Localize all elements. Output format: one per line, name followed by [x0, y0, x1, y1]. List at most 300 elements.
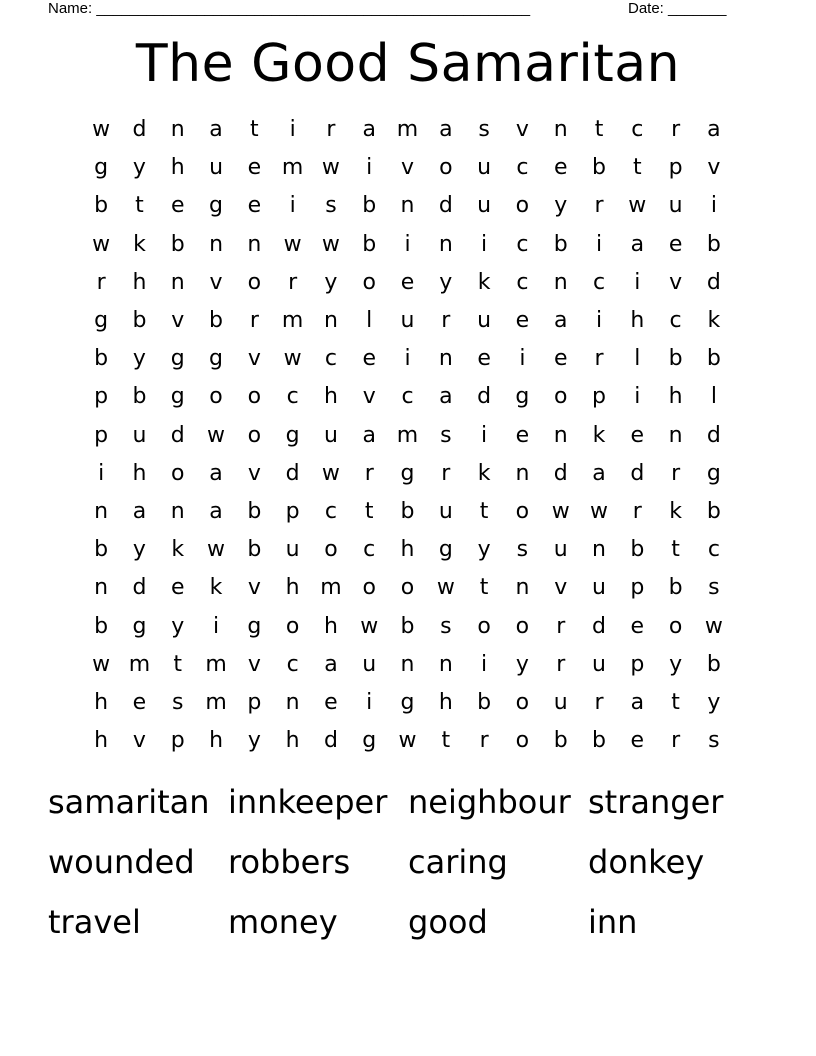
grid-letter: a [439, 117, 453, 143]
grid-letter: u [477, 193, 492, 219]
grid-letter: p [170, 728, 185, 754]
grid-letter: n [170, 269, 185, 295]
grid-letter: c [669, 308, 682, 334]
grid-letter: o [209, 384, 223, 410]
grid-letter: c [516, 269, 529, 295]
grid-letter: u [592, 651, 606, 677]
grid-letter: b [247, 498, 262, 524]
grid-letter: v [132, 728, 146, 754]
word-bank-item: stranger [588, 783, 724, 821]
grid-letter: d [630, 460, 645, 486]
grid-letter: y [669, 651, 683, 677]
word-bank [48, 780, 768, 960]
grid-letter: e [515, 308, 530, 334]
grid-letter: a [630, 689, 645, 715]
word-bank-item: inn [588, 903, 638, 941]
grid-letter: t [671, 537, 680, 563]
grid-letter: d [170, 422, 185, 448]
grid-letter: i [634, 384, 641, 410]
grid-letter: a [362, 422, 376, 448]
grid-letter: y [171, 613, 185, 639]
grid-letter: g [170, 346, 185, 372]
grid-letter: i [366, 689, 373, 715]
grid-letter: b [706, 498, 721, 524]
grid-letter: w [283, 346, 302, 372]
grid-letter: d [706, 422, 721, 448]
grid-letter: k [209, 575, 223, 601]
word-bank-item: good [408, 903, 488, 941]
grid-letter: e [324, 689, 338, 715]
grid-letter: u [477, 155, 492, 181]
grid-letter: k [477, 460, 491, 486]
grid-letter: i [366, 155, 373, 181]
grid-letter: g [247, 613, 262, 639]
grid-letter: v [669, 269, 683, 295]
grid-letter: i [289, 193, 296, 219]
grid-letter: r [479, 728, 489, 754]
grid-letter: e [668, 231, 683, 257]
grid-letter: g [515, 384, 530, 410]
word-bank-item: neighbour [408, 783, 571, 821]
grid-letter: w [92, 651, 111, 677]
grid-letter: n [285, 689, 300, 715]
grid-letter: i [595, 308, 603, 334]
worksheet-title: The Good Samaritan [135, 34, 681, 94]
grid-letter: w [436, 575, 455, 601]
grid-letter: y [439, 269, 453, 295]
grid-letter: u [553, 689, 568, 715]
grid-letter: i [289, 117, 296, 143]
grid-letter: g [209, 346, 224, 372]
grid-letter: w [628, 193, 647, 219]
grid-letter: g [438, 537, 453, 563]
grid-letter: r [594, 689, 604, 715]
grid-letter: b [668, 346, 683, 372]
grid-letter: g [400, 460, 415, 486]
grid-letter: w [704, 613, 723, 639]
grid-letter: y [554, 193, 568, 219]
grid-letter: n [515, 575, 530, 601]
grid-letter: h [630, 308, 645, 334]
grid-letter: w [283, 231, 302, 257]
grid-letter: b [400, 498, 415, 524]
grid-letter: o [247, 422, 262, 448]
grid-letter: m [320, 575, 342, 601]
grid-letter: i [634, 269, 641, 295]
grid-letter: i [595, 231, 603, 257]
grid-letter: o [477, 613, 491, 639]
grid-letter: e [400, 269, 415, 295]
grid-letter: c [401, 384, 414, 410]
grid-letter: c [286, 651, 299, 677]
grid-letter: o [400, 575, 415, 601]
grid-letter: r [671, 117, 681, 143]
grid-letter: m [396, 117, 419, 143]
grid-letter: a [209, 460, 223, 486]
grid-letter: o [247, 384, 262, 410]
word-bank-item: caring [408, 843, 508, 881]
word-bank-item: donkey [588, 843, 705, 881]
grid-letter: b [553, 728, 568, 754]
grid-letter: w [398, 728, 417, 754]
grid-letter: r [671, 460, 681, 486]
grid-letter: u [323, 422, 338, 448]
grid-letter: e [553, 155, 568, 181]
grid-letter: b [132, 384, 147, 410]
grid-letter: w [321, 155, 340, 181]
grid-letter: r [594, 346, 604, 372]
grid-letter: b [592, 728, 606, 754]
grid-letter: r [556, 613, 566, 639]
grid-letter: i [404, 346, 411, 372]
grid-letter: n [438, 346, 453, 372]
grid-letter: w [551, 498, 570, 524]
grid-letter: o [324, 537, 338, 563]
grid-letter: o [285, 613, 300, 639]
grid-letter: p [94, 422, 109, 448]
grid-letter: v [401, 155, 415, 181]
grid-letter: m [281, 155, 304, 181]
grid-letter: d [285, 460, 300, 486]
grid-letter: o [515, 728, 530, 754]
word-bank-item: robbers [228, 843, 351, 881]
grid-letter: c [324, 498, 337, 524]
grid-letter: b [553, 231, 568, 257]
grid-letter: b [94, 613, 109, 639]
grid-letter: e [247, 155, 262, 181]
grid-letter: y [132, 155, 146, 181]
grid-letter: b [247, 537, 262, 563]
grid-letter: e [170, 193, 185, 219]
grid-letter: v [209, 269, 223, 295]
grid-letter: t [479, 575, 489, 601]
grid-letter: a [707, 117, 721, 143]
grid-letter: r [249, 308, 259, 334]
grid-letter: w [207, 422, 226, 448]
grid-letter: k [477, 269, 491, 295]
grid-letter: e [132, 689, 147, 715]
grid-letter: r [594, 193, 604, 219]
grid-letter: t [671, 689, 680, 715]
grid-letter: e [630, 422, 645, 448]
grid-letter: h [209, 728, 224, 754]
grid-letter: n [170, 498, 185, 524]
grid-letter: c [516, 231, 529, 257]
grid-letter: e [630, 728, 645, 754]
grid-letter: d [477, 384, 492, 410]
word-bank-item: samaritan [48, 783, 210, 821]
grid-letter: h [438, 689, 453, 715]
grid-letter: a [132, 498, 147, 524]
grid-letter: v [554, 575, 568, 601]
grid-letter: v [707, 155, 721, 181]
grid-letter: c [592, 269, 606, 295]
grid-letter: o [247, 269, 262, 295]
grid-letter: o [439, 155, 453, 181]
grid-letter: g [94, 308, 109, 334]
grid-letter: s [172, 689, 184, 715]
grid-letter: a [209, 117, 223, 143]
grid-letter: o [362, 575, 376, 601]
grid-letter: v [247, 346, 261, 372]
grid-letter: g [362, 728, 377, 754]
grid-letter: r [632, 498, 642, 524]
grid-letter: r [96, 269, 106, 295]
grid-letter: b [706, 231, 721, 257]
grid-letter: o [171, 460, 185, 486]
grid-letter: p [668, 155, 683, 181]
grid-letter: w [92, 117, 111, 143]
grid-letter: a [630, 231, 645, 257]
grid-letter: p [630, 575, 645, 601]
grid-letter: c [324, 346, 337, 372]
grid-letter: n [592, 537, 606, 563]
grid-letter: u [400, 308, 415, 334]
grid-letter: n [553, 117, 568, 143]
grid-letter: y [132, 537, 146, 563]
grid-letter: d [553, 460, 568, 486]
grid-letter: h [285, 575, 300, 601]
grid-letter: i [710, 193, 717, 219]
grid-letter: n [438, 231, 453, 257]
grid-letter: g [132, 613, 147, 639]
grid-letter: u [477, 308, 492, 334]
grid-letter: e [362, 346, 376, 372]
grid-letter: u [668, 193, 683, 219]
grid-letter: w [321, 460, 340, 486]
grid-letter: d [592, 613, 606, 639]
grid-letter: u [438, 498, 453, 524]
grid-letter: h [170, 155, 185, 181]
grid-letter: t [632, 155, 642, 181]
grid-letter: b [170, 231, 185, 257]
grid-letter: p [247, 689, 262, 715]
grid-letter: h [323, 613, 338, 639]
grid-letter: v [171, 308, 185, 334]
grid-letter: e [247, 193, 262, 219]
name-field-label: Name: ____________________________________________________ [48, 0, 531, 17]
grid-letter: d [323, 728, 338, 754]
grid-letter: b [94, 537, 109, 563]
grid-letter: d [132, 575, 147, 601]
word-bank-item: innkeeper [228, 783, 388, 821]
grid-letter: u [209, 155, 224, 181]
grid-letter: n [400, 651, 415, 677]
grid-letter: h [400, 537, 415, 563]
grid-letter: r [556, 651, 566, 677]
grid-letter: k [133, 231, 146, 257]
grid-letter: y [477, 537, 491, 563]
grid-letter: t [135, 193, 144, 219]
grid-letter: i [481, 231, 488, 257]
grid-letter: t [594, 117, 604, 143]
grid-letter: k [171, 537, 185, 563]
grid-letter: w [360, 613, 379, 639]
grid-letter: s [325, 193, 337, 219]
grid-letter: t [250, 117, 259, 143]
grid-letter: v [515, 117, 529, 143]
grid-letter: u [553, 537, 568, 563]
grid-letter: e [515, 422, 530, 448]
grid-letter: u [362, 651, 377, 677]
grid-letter: i [212, 613, 220, 639]
grid-letter: b [630, 537, 645, 563]
grid-letter: h [323, 384, 338, 410]
grid-letter: w [92, 231, 111, 257]
grid-letter: n [668, 422, 683, 448]
grid-letter: b [94, 193, 109, 219]
grid-letter: i [481, 422, 488, 448]
grid-letter: o [668, 613, 683, 639]
grid-letter: b [362, 231, 377, 257]
grid-letter: n [94, 575, 109, 601]
grid-letter: n [553, 269, 568, 295]
grid-letter: g [285, 422, 300, 448]
grid-letter: b [209, 308, 224, 334]
grid-letter: b [706, 651, 721, 677]
grid-letter: o [515, 498, 530, 524]
grid-letter: t [441, 728, 451, 754]
grid-letter: c [631, 117, 644, 143]
word-bank-item: travel [48, 903, 141, 941]
grid-letter: v [362, 384, 376, 410]
grid-letter: h [285, 728, 300, 754]
grid-letter: h [668, 384, 683, 410]
grid-letter: w [321, 231, 340, 257]
grid-letter: h [94, 728, 109, 754]
grid-letter: e [630, 613, 645, 639]
grid-letter: s [516, 537, 529, 563]
grid-letter: p [592, 384, 606, 410]
grid-letter: k [707, 308, 721, 334]
grid-letter: b [706, 346, 721, 372]
grid-letter: b [477, 689, 492, 715]
grid-letter: w [590, 498, 608, 524]
grid-letter: y [324, 269, 338, 295]
grid-letter: b [132, 308, 147, 334]
grid-letter: a [324, 651, 338, 677]
grid-letter: g [94, 155, 109, 181]
grid-letter: n [438, 651, 453, 677]
grid-letter: n [400, 193, 415, 219]
grid-letter: r [326, 117, 336, 143]
grid-letter: p [285, 498, 300, 524]
grid-letter: c [707, 537, 720, 563]
grid-letter: m [205, 689, 227, 715]
grid-letter: w [207, 537, 226, 563]
grid-letter: m [205, 651, 227, 677]
grid-letter: s [440, 422, 452, 448]
word-bank-item: wounded [48, 843, 195, 881]
grid-letter: a [553, 308, 568, 334]
grid-letter: s [478, 117, 490, 143]
grid-letter: n [170, 117, 185, 143]
grid-letter: n [247, 231, 262, 257]
grid-letter: b [592, 155, 606, 181]
grid-letter: r [671, 728, 681, 754]
grid-letter: r [441, 308, 451, 334]
grid-letter: o [362, 269, 376, 295]
grid-letter: a [362, 117, 376, 143]
grid-letter: a [439, 384, 453, 410]
grid-letter: n [323, 308, 338, 334]
grid-letter: b [94, 346, 109, 372]
grid-letter: b [362, 193, 377, 219]
grid-letter: b [668, 575, 683, 601]
grid-letter: i [98, 460, 105, 486]
grid-letter: a [592, 460, 606, 486]
grid-letter: h [132, 460, 147, 486]
grid-letter: y [247, 728, 261, 754]
grid-letter: t [173, 651, 183, 677]
grid-letter: h [132, 269, 147, 295]
grid-letter: g [706, 460, 721, 486]
grid-letter: r [364, 460, 374, 486]
grid-letter: o [515, 193, 530, 219]
grid-letter: v [247, 651, 261, 677]
grid-letter: y [515, 651, 529, 677]
grid-letter: p [630, 651, 645, 677]
grid-letter: l [366, 308, 373, 334]
grid-letter: n [94, 498, 109, 524]
grid-letter: g [209, 193, 224, 219]
grid-letter: c [286, 384, 299, 410]
grid-letter: u [285, 537, 300, 563]
grid-letter: t [364, 498, 374, 524]
grid-letter: n [553, 422, 568, 448]
grid-letter: e [170, 575, 185, 601]
header-line [48, 0, 748, 20]
grid-letter: n [209, 231, 224, 257]
grid-letter: d [706, 269, 721, 295]
grid-letter: o [515, 689, 530, 715]
grid-letter: e [553, 346, 568, 372]
grid-letter: b [400, 613, 415, 639]
grid-letter: g [400, 689, 415, 715]
word-bank-item: money [228, 903, 338, 941]
grid-letter: c [516, 155, 529, 181]
grid-letter: d [438, 193, 453, 219]
grid-letter: e [477, 346, 491, 372]
letter-grid [82, 111, 733, 760]
grid-letter: v [247, 460, 261, 486]
grid-letter: y [132, 346, 146, 372]
grid-letter: i [404, 231, 411, 257]
grid-letter: m [281, 308, 304, 334]
grid-letter: p [94, 384, 109, 410]
grid-letter: l [634, 346, 641, 372]
grid-letter: t [479, 498, 489, 524]
grid-letter: s [708, 575, 720, 601]
grid-letter: s [708, 728, 720, 754]
grid-letter: m [128, 651, 151, 677]
grid-letter: o [553, 384, 568, 410]
grid-letter: n [515, 460, 530, 486]
grid-letter: l [710, 384, 717, 410]
grid-letter: c [363, 537, 376, 563]
grid-letter: h [94, 689, 109, 715]
grid-letter: r [288, 269, 298, 295]
grid-letter: s [440, 613, 452, 639]
grid-letter: r [441, 460, 451, 486]
grid-letter: g [170, 384, 185, 410]
grid-letter: a [209, 498, 223, 524]
grid-letter: i [481, 651, 488, 677]
grid-letter: k [592, 422, 606, 448]
grid-letter: u [592, 575, 606, 601]
grid-letter: o [515, 613, 530, 639]
grid-letter: v [247, 575, 261, 601]
